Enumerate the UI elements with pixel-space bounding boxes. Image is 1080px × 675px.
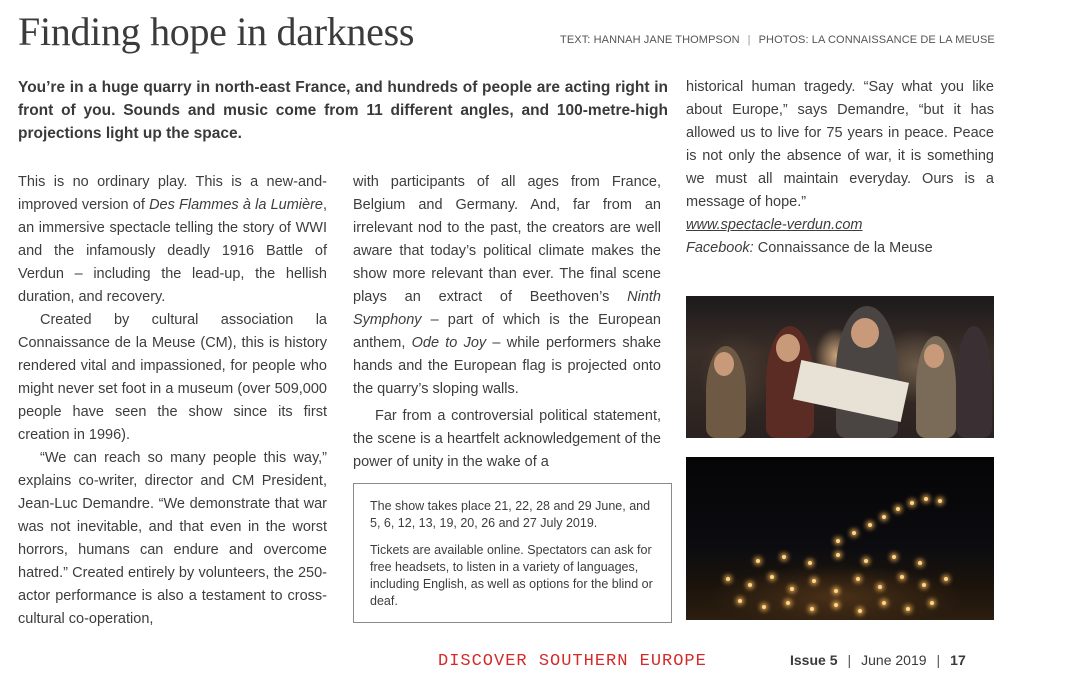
paragraph: historical human tragedy. “Say what you like about Europe,” says Demandre, “but it has allowed us to live for 75 years in peace. Peace is not only the absence of war, it is something we must all maintain everyday. Ours is a message of hope.”: [686, 79, 994, 210]
paragraph: Created by cultural association la Connaissance de la Meuse (CM), this is history rendered vital and impassioned, for people who might never set foot in a museum (over 509,000 people have seen the show since its first creation in 1996).: [18, 312, 327, 443]
show-title: Des Flammes à la Lumière: [149, 197, 323, 213]
article-column-2: [353, 171, 661, 474]
show-info-box: [353, 483, 672, 623]
article-title: Finding hope in darkness: [18, 9, 415, 54]
footer-separator: |: [847, 652, 852, 668]
facebook-label: Facebook:: [686, 240, 754, 256]
facebook-row: [686, 237, 994, 260]
music-title: Ninth Symphony: [353, 289, 661, 328]
anthem-title: Ode to Joy: [411, 335, 487, 351]
article-column-1: [18, 171, 327, 631]
paragraph: Far from a controversial political statement, the scene is a heartfelt acknowledgement of the power of unity in the wake of a: [353, 408, 661, 470]
paragraph-text: with participants of all ages from France, Belgium and Germany. And, far from an irrelevant nod to the past, the creators are well aware that today’s political climate makes the show more relevant than ever. The final scene plays an extract of Beethoven’s: [353, 174, 661, 305]
paragraph-text: – part of which is the European anthem,: [353, 312, 661, 351]
issue-date: June 2019: [861, 652, 927, 668]
article-lead: You’re in a huge quarry in north-east France, and hundreds of people are acting right in front of you. Sounds and music come from 11 different angles, and 100-metre-high projections light up the space.: [18, 79, 668, 142]
show-dates: The show takes place 21, 22, 28 and 29 June, and 5, 6, 12, 13, 19, 20, 26 and 27 July 2019.: [370, 499, 651, 530]
paragraph: [18, 171, 327, 309]
quarry-lights-photo: [686, 457, 994, 620]
text-credit: TEXT: HANNAH JANE THOMPSON: [560, 34, 740, 46]
paragraph: “We can reach so many people this way,” explains co-writer, director and CM President, Jean-Luc Demandre. “We demonstrate that war was not inevitable, and that even in the worst horrors, humans can endure and overcome hatred.” Created entirely by volunteers, the 250-actor performance is also a testament to cross-cultural co-operation,: [18, 450, 327, 627]
page-footer: [0, 651, 1080, 673]
credit-separator: |: [747, 34, 751, 46]
page-number: 17: [950, 652, 966, 668]
website-row: [686, 214, 994, 237]
article-credits: [560, 34, 995, 46]
paragraph-text: , an immersive spectacle telling the story of WWI and the infamously deadly 1916 Battle of Verdun – including the lead-up, the hellish duration, and recovery.: [18, 197, 328, 305]
paragraph-text: – while performers shake hands and the European flag is projected onto the quarry’s sloping walls.: [353, 335, 662, 397]
website-link[interactable]: www.spectacle-verdun.com: [686, 217, 863, 233]
issue-info: [790, 652, 966, 668]
paragraph-text: This is no ordinary play. This is a new-and-improved version of: [18, 174, 327, 213]
actors-photo: [686, 296, 994, 438]
facebook-value: Connaissance de la Meuse: [753, 240, 933, 256]
issue-number: Issue 5: [790, 652, 838, 668]
photo-credit: PHOTOS: LA CONNAISSANCE DE LA MEUSE: [758, 34, 995, 46]
footer-separator: |: [936, 652, 941, 668]
magazine-name: DISCOVER SOUTHERN EUROPE: [438, 652, 707, 671]
paragraph: [353, 171, 661, 401]
article-column-3: [686, 76, 994, 260]
ticket-info: Tickets are available online. Spectators can ask for free headsets, to listen in a variety of languages, including English, as well as options for the blind or deaf.: [370, 543, 653, 608]
